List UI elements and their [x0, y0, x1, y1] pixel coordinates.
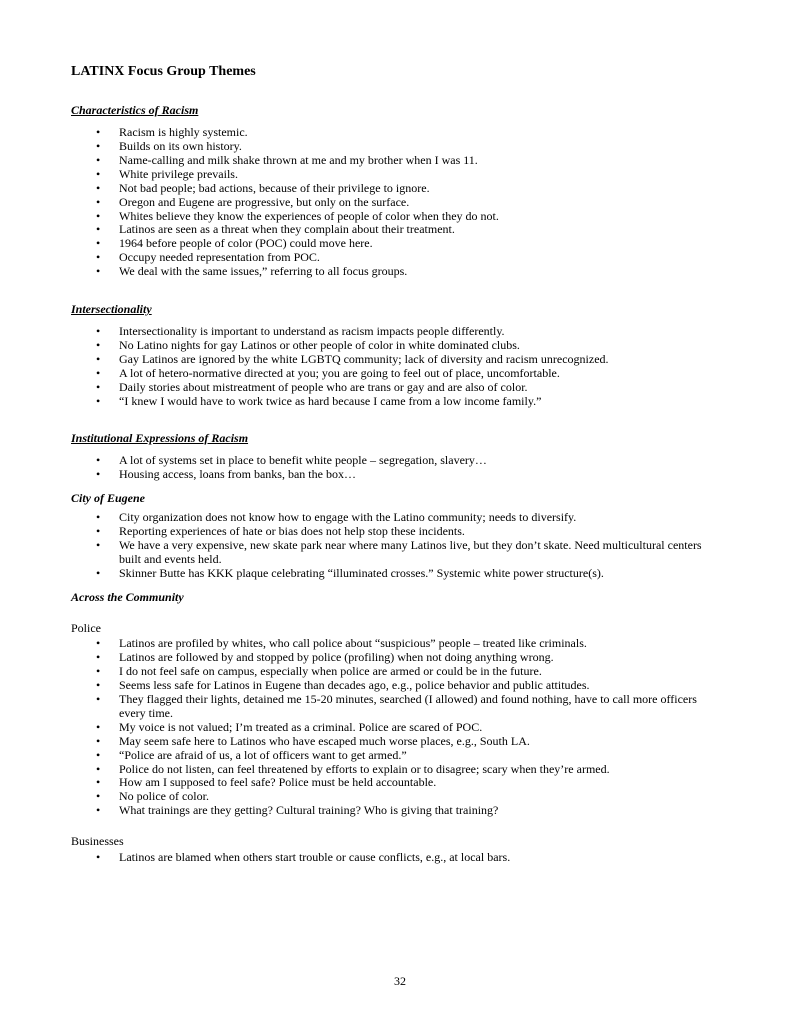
bullet-item: • They flagged their lights, detained me 15-20 minutes, searched (I allowed) and found nothing, have to call more officers every time.	[71, 693, 724, 721]
bullet-item: • Latinos are followed by and stopped by police (profiling) when not doing anything wrong.	[71, 651, 724, 665]
section-heading: Across the Community	[71, 589, 184, 604]
bullet-item: • Oregon and Eugene are progressive, but only on the surface.	[71, 196, 724, 210]
bullet-item: • City organization does not know how to engage with the Latino community; needs to diversify.	[71, 511, 724, 525]
bullet-item: • Daily stories about mistreatment of people who are trans or gay and are also of color.	[71, 381, 724, 395]
bullet-list	[71, 454, 724, 482]
bullet-item: • “Police are afraid of us, a lot of officers want to get armed.”	[71, 749, 724, 763]
section	[71, 303, 724, 408]
bullet-item: • Latinos are profiled by whites, who call police about “suspicious” people – treated like criminals.	[71, 637, 724, 651]
bullet-item: • Name-calling and milk shake thrown at me and my brother when I was 11.	[71, 154, 724, 168]
section-heading: Institutional Expressions of Racism	[71, 431, 249, 446]
bullet-list	[71, 325, 724, 408]
bullet-item: • No police of color.	[71, 790, 724, 804]
bullet-item: • What trainings are they getting? Cultural training? Who is giving that training?	[71, 804, 724, 818]
section-heading: City of Eugene	[71, 491, 145, 506]
bullet-item: • White privilege prevails.	[71, 168, 724, 182]
bullet-item: • Gay Latinos are ignored by the white LGBTQ community; lack of diversity and racism unrecognized.	[71, 353, 724, 367]
bullet-item: • Police do not listen, can feel threatened by efforts to explain or to disagree; scary when they’re armed.	[71, 763, 724, 777]
bullet-item: • Intersectionality is important to understand as racism impacts people differently.	[71, 325, 724, 339]
bullet-item: • A lot of systems set in place to benefit white people – segregation, slavery…	[71, 454, 724, 468]
bullet-item: • Whites believe they know the experiences of people of color when they do not.	[71, 210, 724, 224]
section	[71, 835, 724, 865]
bullet-item: • 1964 before people of color (POC) could move here.	[71, 237, 724, 251]
bullet-item: • Latinos are blamed when others start trouble or cause conflicts, e.g., at local bars.	[71, 851, 724, 865]
bullet-item: • We have a very expensive, new skate park near where many Latinos live, but they don’t skate. Need multicultural centers built and events held.	[71, 539, 724, 567]
section	[71, 104, 724, 279]
bullet-item: • No Latino nights for gay Latinos or other people of color in white dominated clubs.	[71, 339, 724, 353]
bullet-item: • May seem safe here to Latinos who have escaped much worse places, e.g., South LA.	[71, 735, 724, 749]
section-heading: Police	[71, 620, 101, 635]
bullet-item: • “I knew I would have to work twice as hard because I came from a low income family.”	[71, 395, 724, 409]
bullet-item: • Reporting experiences of hate or bias does not help stop these incidents.	[71, 525, 724, 539]
section	[71, 432, 724, 482]
section	[71, 622, 724, 819]
bullet-item: • How am I supposed to feel safe? Police must be held accountable.	[71, 776, 724, 790]
document-title: LATINX Focus Group Themes	[71, 64, 256, 79]
bullet-list	[71, 126, 724, 279]
bullet-item: • My voice is not valued; I’m treated as a criminal. Police are scared of POC.	[71, 721, 724, 735]
section-heading: Characteristics of Racism	[71, 103, 199, 118]
bullet-item: • I do not feel safe on campus, especially when police are armed or could be in the future.	[71, 665, 724, 679]
section	[71, 591, 724, 605]
bullet-item: • Seems less safe for Latinos in Eugene than decades ago, e.g., police behavior and public attitudes.	[71, 679, 724, 693]
page-number: 32	[394, 974, 406, 989]
bullet-item: • A lot of hetero-normative directed at you; you are going to feel out of place, uncomfortable.	[71, 367, 724, 381]
section-heading: Intersectionality	[71, 302, 152, 317]
document-sections	[71, 104, 724, 865]
bullet-item: • Latinos are seen as a threat when they complain about their treatment.	[71, 223, 724, 237]
bullet-list	[71, 511, 724, 581]
bullet-item: • Builds on its own history.	[71, 140, 724, 154]
bullet-item: • Not bad people; bad actions, because of their privilege to ignore.	[71, 182, 724, 196]
bullet-list	[71, 851, 724, 865]
section	[71, 492, 724, 580]
bullet-list	[71, 637, 724, 818]
bullet-item: • Racism is highly systemic.	[71, 126, 724, 140]
bullet-item: • Housing access, loans from banks, ban the box…	[71, 468, 724, 482]
bullet-item: • Occupy needed representation from POC.	[71, 251, 724, 265]
bullet-item: • We deal with the same issues,” referring to all focus groups.	[71, 265, 724, 279]
bullet-item: • Skinner Butte has KKK plaque celebrating “illuminated crosses.” Systemic white power structure(s).	[71, 567, 724, 581]
section-heading: Businesses	[71, 834, 124, 849]
